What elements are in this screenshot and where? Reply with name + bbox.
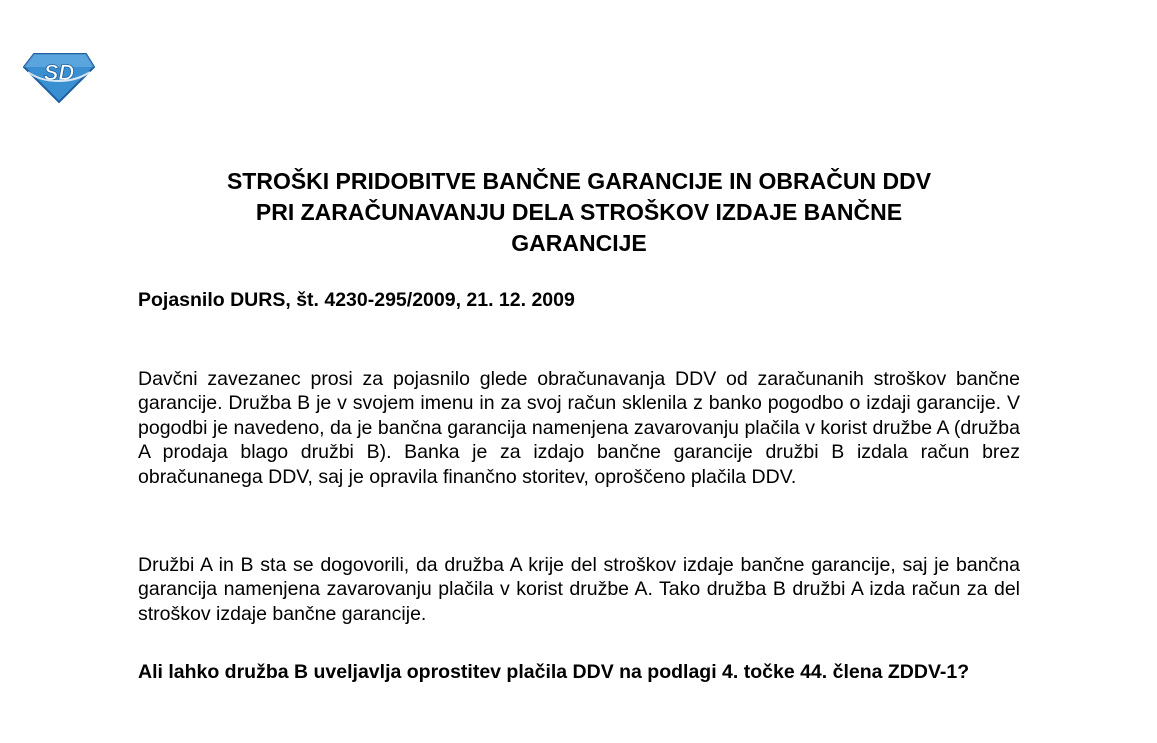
sd-diamond-logo-icon: [22, 50, 96, 104]
title-line: PRI ZARAČUNAVANJU DELA STROŠKOV IZDAJE BANČNE: [255, 199, 903, 225]
document-title: [138, 166, 1020, 259]
document-subtitle: Pojasnilo DURS, št. 4230-295/2009, 21. 12. 2009: [138, 289, 575, 311]
paragraph-2: Družbi A in B sta se dogovorili, da družba A krije del stroškov izdaje bančne garancije, saj je bančna garancija namenjena zavarovanju plačila v korist družbe A. Tako družba B družbi A izda račun za del stroškov izdaje bančne garancije.: [138, 554, 1020, 625]
title-line: GARANCIJE: [511, 230, 647, 256]
paragraph-1: Davčni zavezanec prosi za pojasnilo glede obračunavanja DDV od zaračunanih stroškov bančne garancije. Družba B je v svojem imenu in za svoj račun sklenila z banko pogodbo o izdaji garancije. V pogodbi je navedeno, da je bančna garancija namenjena zavarovanju plačila v korist družbe A (družba A prodaja blago družbi B). Banka je za izdajo bančne garancije družbi B izdala račun brez obračunanega DDV, saj je opravila finančno storitev, oproščeno plačila DDV.: [138, 368, 1020, 488]
svg-text:SD: SD: [43, 60, 75, 85]
question-paragraph: Ali lahko družba B uveljavlja oprostitev plačila DDV na podlagi 4. točke 44. člena ZDDV-1?: [138, 661, 970, 683]
logo: [22, 50, 96, 104]
title-line: STROŠKI PRIDOBITVE BANČNE GARANCIJE IN OBRAČUN DDV: [226, 168, 932, 194]
